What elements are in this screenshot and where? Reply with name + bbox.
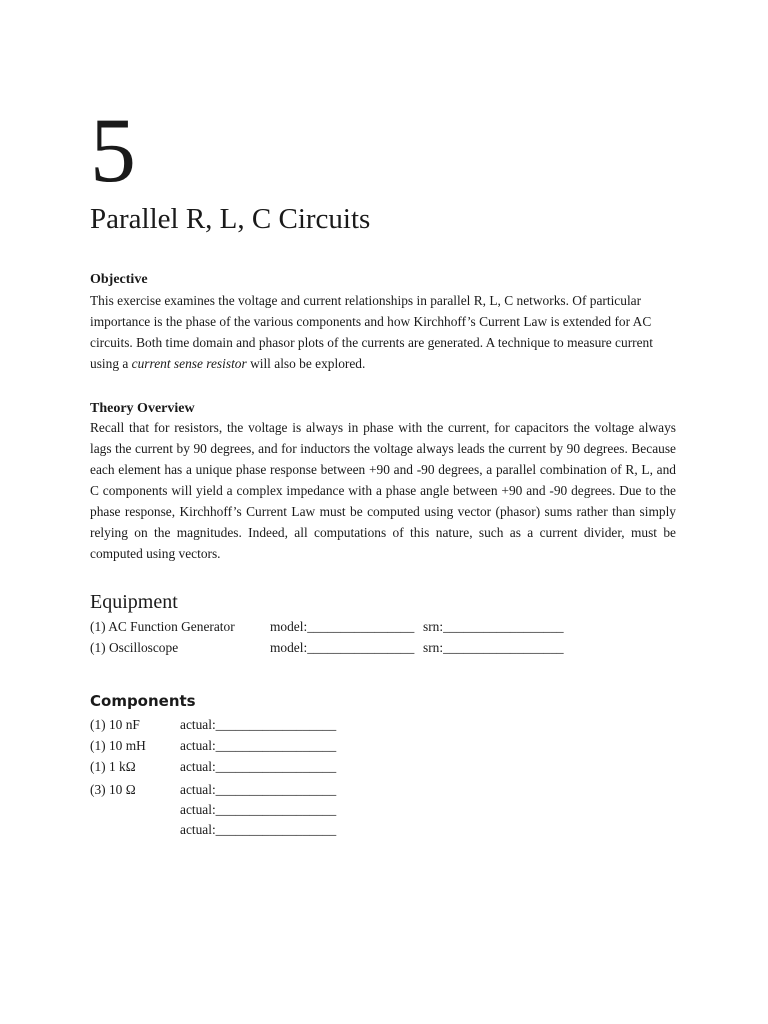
component-actual-field: actual:__________________ (180, 782, 337, 797)
component-actual-field: actual:__________________ (180, 802, 337, 817)
objective-heading: Objective (90, 272, 148, 287)
objective-text-before: This exercise examines the voltage and current relationships in parallel R, L, C networks. Of particular importance is the phase of the various components and how Kirchhoff’s Current Law is extended for AC circuits. Both time domain and phasor plots of the currents are generated. A technique to measure current using a (90, 293, 653, 371)
component-actual-field: actual:__________________ (180, 822, 337, 837)
component-actual-field: actual:__________________ (180, 738, 337, 753)
component-actual-field: actual:__________________ (180, 759, 337, 774)
equipment-model-field: model:________________ (270, 619, 415, 634)
equipment-heading: Equipment (90, 591, 178, 613)
theory-heading: Theory Overview (90, 401, 195, 416)
objective-paragraph (90, 290, 676, 374)
objective-text-after: will also be explored. (246, 356, 366, 371)
equipment-model-field: model:________________ (270, 640, 415, 655)
component-item: (1) 10 mH (90, 738, 146, 753)
equipment-serial-field: srn:__________________ (423, 640, 564, 655)
component-actual-field: actual:__________________ (180, 717, 337, 732)
equipment-item: (1) AC Function Generator (90, 619, 235, 634)
objective-text-italic: current sense resistor (131, 356, 247, 371)
components-heading: Components (90, 692, 196, 710)
component-item: (1) 10 nF (90, 717, 140, 732)
equipment-serial-field: srn:__________________ (423, 619, 564, 634)
equipment-item: (1) Oscilloscope (90, 640, 179, 655)
component-item: (1) 1 kΩ (90, 759, 136, 774)
chapter-title: Parallel R, L, C Circuits (90, 203, 371, 235)
component-item: (3) 10 Ω (90, 782, 136, 797)
theory-paragraph: Recall that for resistors, the voltage is always in phase with the current, for capacitors the voltage always lags the current by 90 degrees, and for inductors the voltage always leads the current by 90 degrees. Because each element has a unique phase response between +90 and -90 degrees, a parallel combination of R, L, and C components will yield a complex impedance with a phase angle between +90 and -90 degrees. Due to the phase response, Kirchhoff’s Current Law must be computed using vector (phasor) sums rather than simply relying on the magnitudes. Indeed, all computations of this nature, such as a current divider, must be computed using vectors. (90, 420, 676, 561)
chapter-number: 5 (90, 99, 136, 201)
